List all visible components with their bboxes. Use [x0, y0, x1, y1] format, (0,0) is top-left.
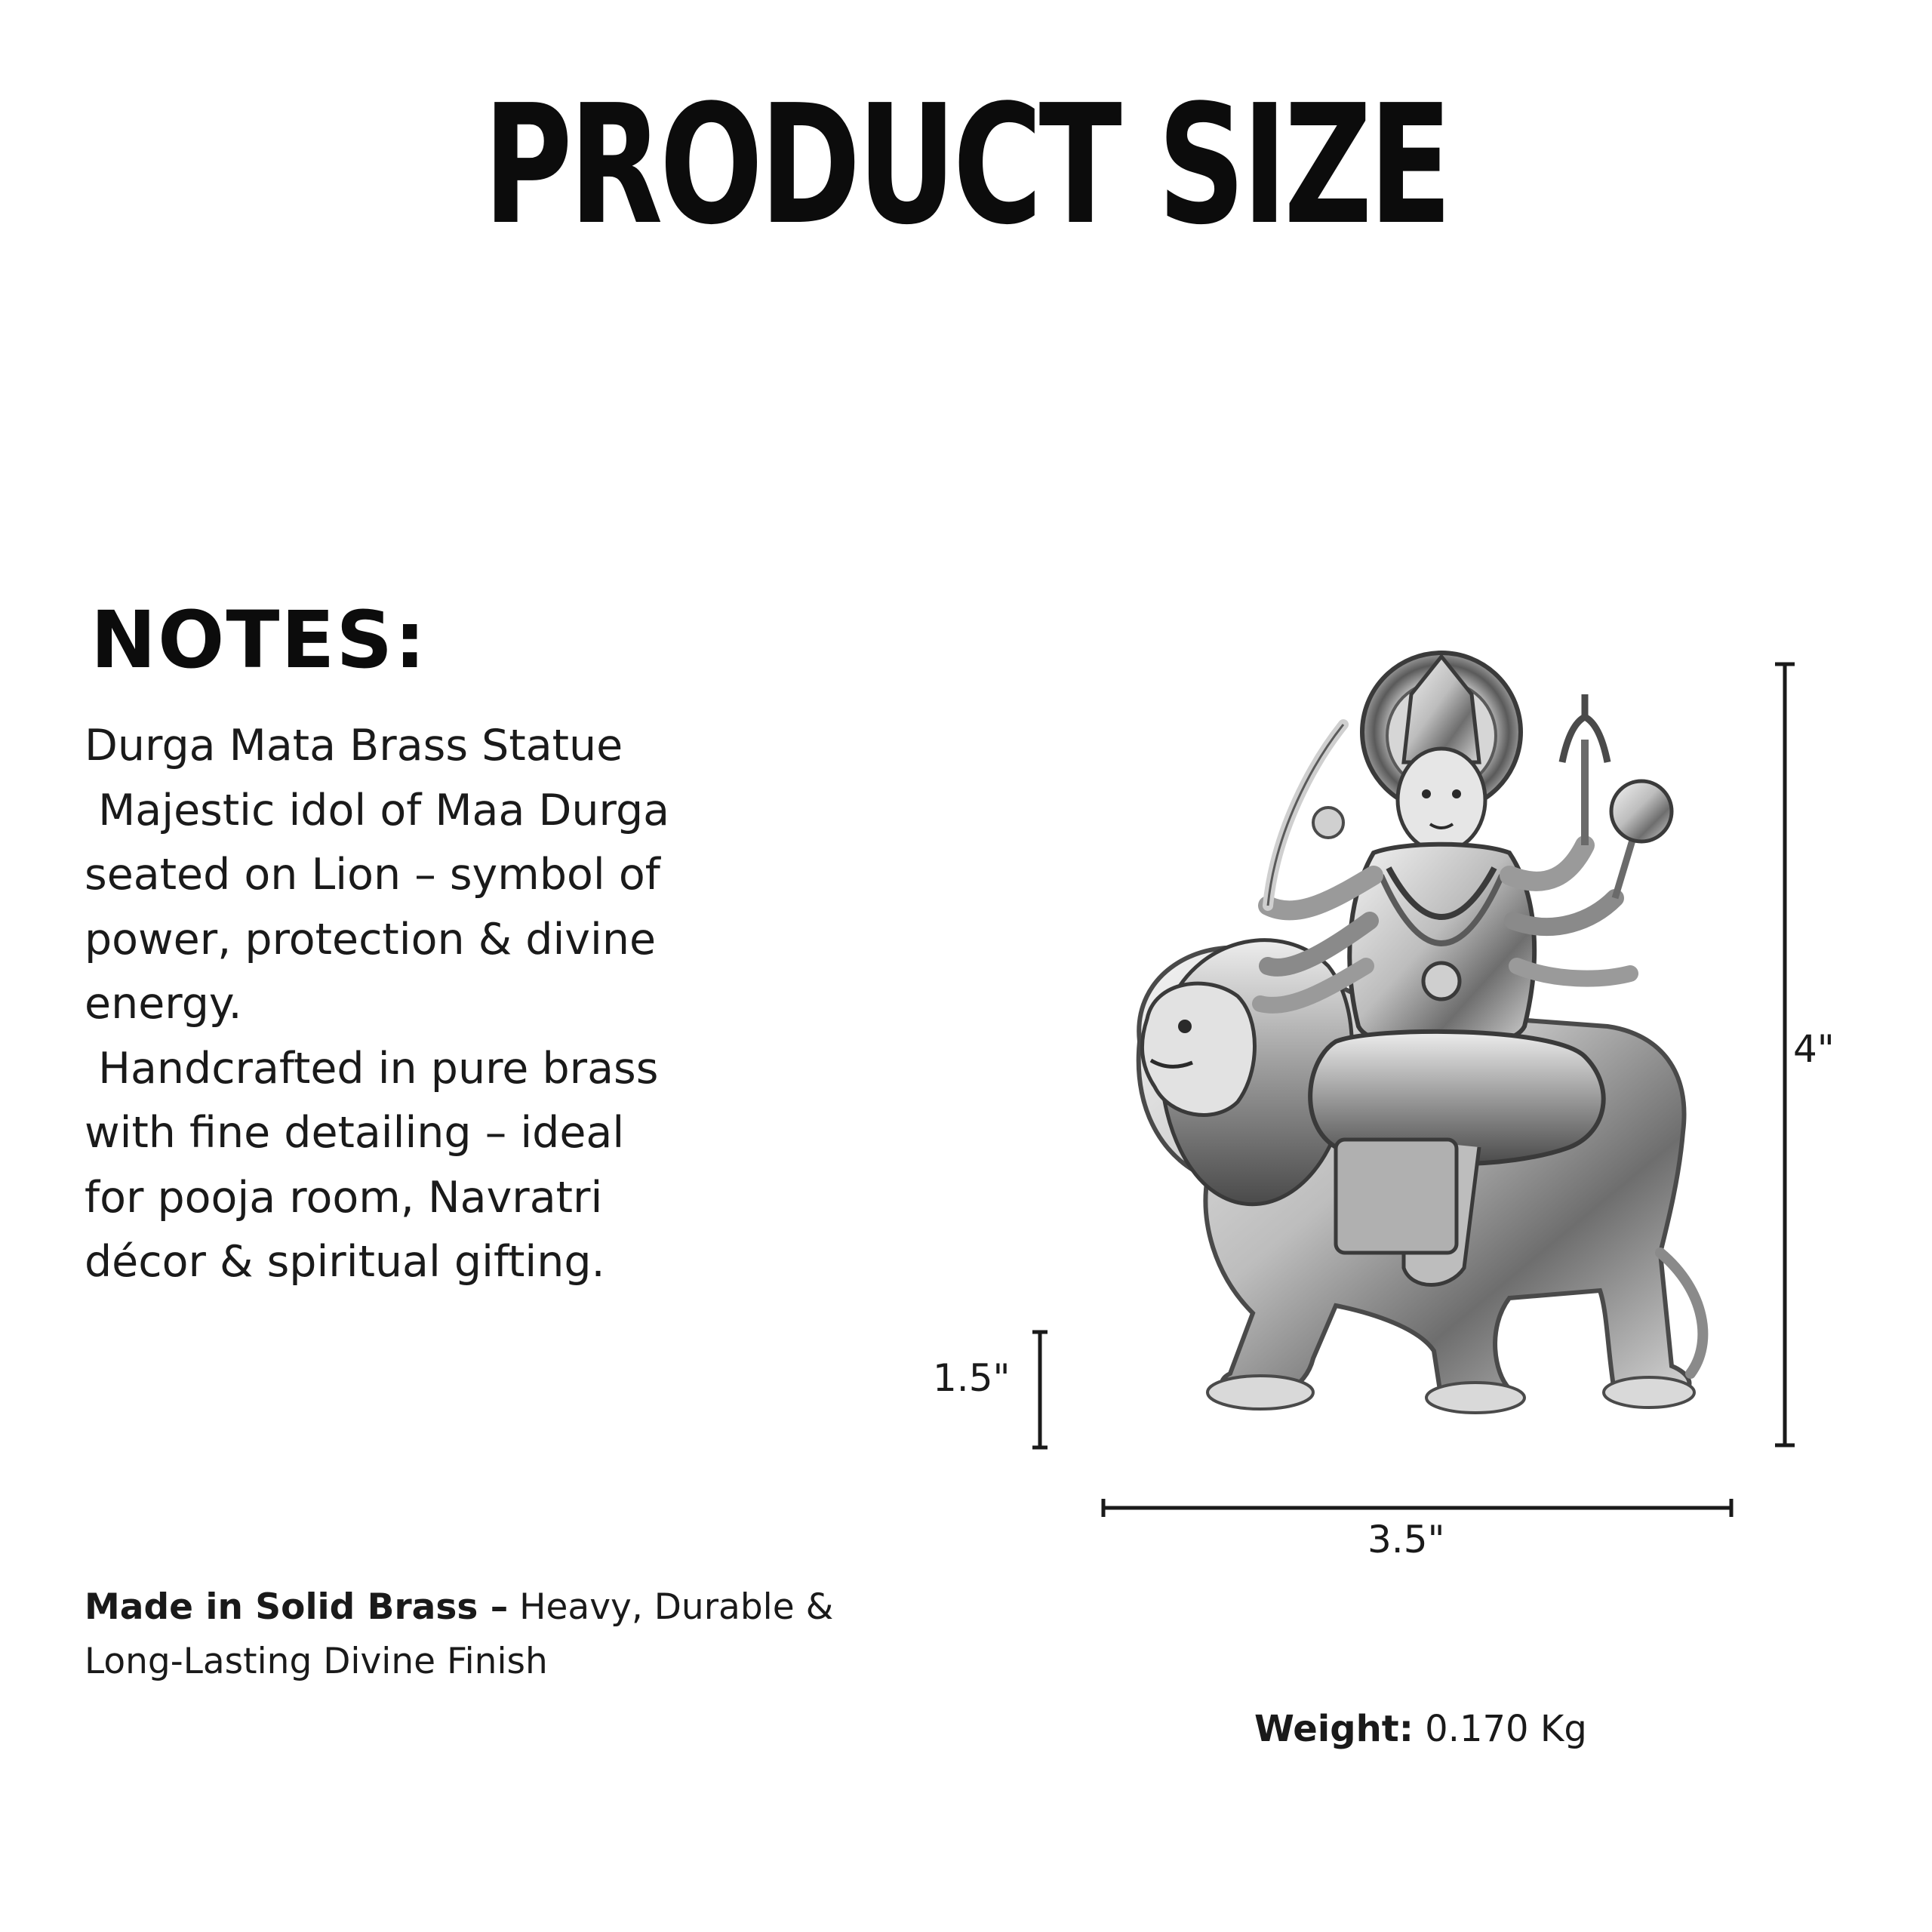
- base-height-dimension-line: [1032, 1332, 1048, 1447]
- height-dimension-line: [1775, 664, 1795, 1445]
- material-text: Heavy, Durable & Long-Lasting Divine Finish: [85, 1586, 834, 1682]
- notes-line: seated on Lion – symbol of: [85, 850, 660, 900]
- width-label: 3.5": [1367, 1518, 1445, 1561]
- notes-line: with fine detailing – ideal: [85, 1108, 625, 1158]
- notes-line: for pooja room, Navratri: [85, 1172, 603, 1223]
- height-label: 4": [1793, 1027, 1835, 1071]
- notes-heading: NOTES:: [91, 594, 427, 686]
- width-dimension-line: [1103, 1499, 1731, 1517]
- notes-line: Majestic idol of Maa Durga: [85, 785, 670, 835]
- base-height-label: 1.5": [933, 1356, 1011, 1400]
- notes-line: Handcrafted in pure brass: [85, 1043, 659, 1094]
- page-title: PRODUCT SIZE: [483, 70, 1449, 261]
- notes-line: décor & spiritual gifting.: [85, 1237, 605, 1287]
- weight-label: Weight:: [1254, 1708, 1414, 1750]
- notes-line: power, protection & divine: [85, 914, 657, 964]
- notes-line: Durga Mata Brass Statue: [85, 721, 623, 771]
- material-label: Made in Solid Brass –: [85, 1586, 509, 1628]
- weight-value: 0.170 Kg: [1413, 1708, 1587, 1750]
- notes-line: energy.: [85, 979, 242, 1029]
